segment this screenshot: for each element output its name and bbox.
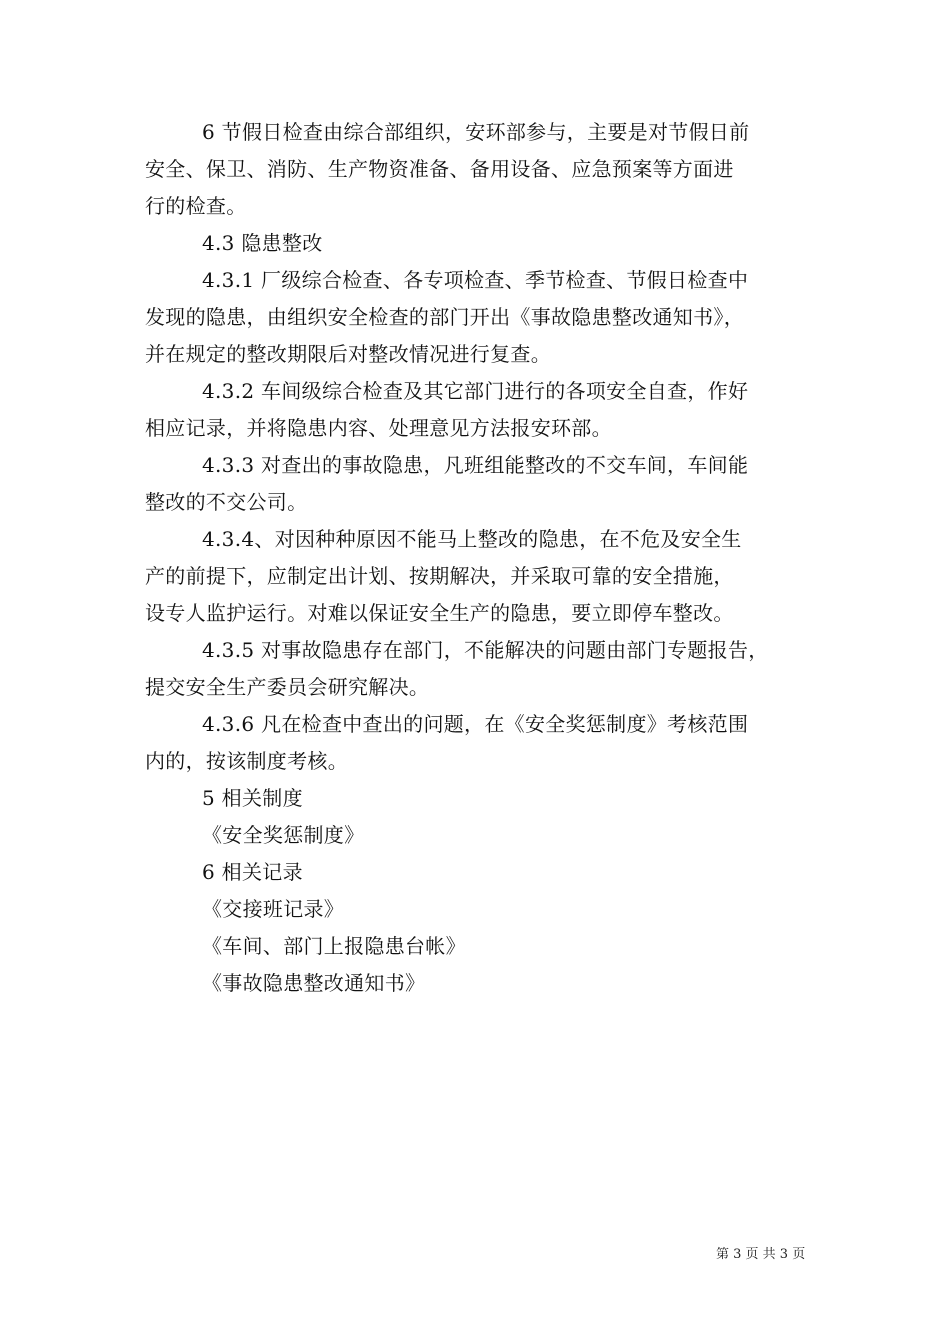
list-item: 《交接班记录》 [202,897,345,921]
paragraph-line: 4.3.5 对事故隐患存在部门，不能解决的问题由部门专题报告， [202,638,769,662]
paragraph-line: 设专人监护运行。对难以保证安全生产的隐患，要立即停车整改。 [145,601,734,625]
paragraph-line: 4.3.4、对因种种原因不能马上整改的隐患，在不危及安全生 [202,527,742,551]
section-heading: 5 相关制度 [202,786,303,810]
paragraph-line: 6 节假日检查由综合部组织，安环部参与，主要是对节假日前 [202,120,750,144]
section-heading: 6 相关记录 [202,860,303,884]
paragraph-line: 4.3.1 厂级综合检查、各专项检查、季节检查、节假日检查中 [202,268,749,292]
page-number: 第 3 页 共 3 页 [716,1247,806,1262]
paragraph-line: 并在规定的整改期限后对整改情况进行复查。 [145,342,551,366]
list-item: 《安全奖惩制度》 [202,823,365,847]
paragraph-line: 整改的不交公司。 [145,490,308,514]
paragraph-line: 产的前提下，应制定出计划、按期解决，并采取可靠的安全措施， [145,564,734,588]
paragraph-line: 内的，按该制度考核。 [145,749,348,773]
paragraph-line: 相应记录，并将隐患内容、处理意见方法报安环部。 [145,416,612,440]
list-item: 《车间、部门上报隐患台帐》 [202,934,466,958]
paragraph-line: 4.3.2 车间级综合检查及其它部门进行的各项安全自查，作好 [202,379,749,403]
list-item: 《事故隐患整改通知书》 [202,971,426,995]
paragraph-line: 提交安全生产委员会研究解决。 [145,675,430,699]
paragraph-line: 安全、保卫、消防、生产物资准备、备用设备、应急预案等方面进 [145,157,734,181]
paragraph-line: 4.3.6 凡在检查中查出的问题，在《安全奖惩制度》考核范围 [202,712,749,736]
section-heading: 4.3 隐患整改 [202,231,323,255]
paragraph-line: 行的检查。 [145,194,247,218]
paragraph-line: 发现的隐患，由组织安全检查的部门开出《事故隐患整改通知书》， [145,305,744,329]
paragraph-line: 4.3.3 对查出的事故隐患，凡班组能整改的不交车间，车间能 [202,453,749,477]
